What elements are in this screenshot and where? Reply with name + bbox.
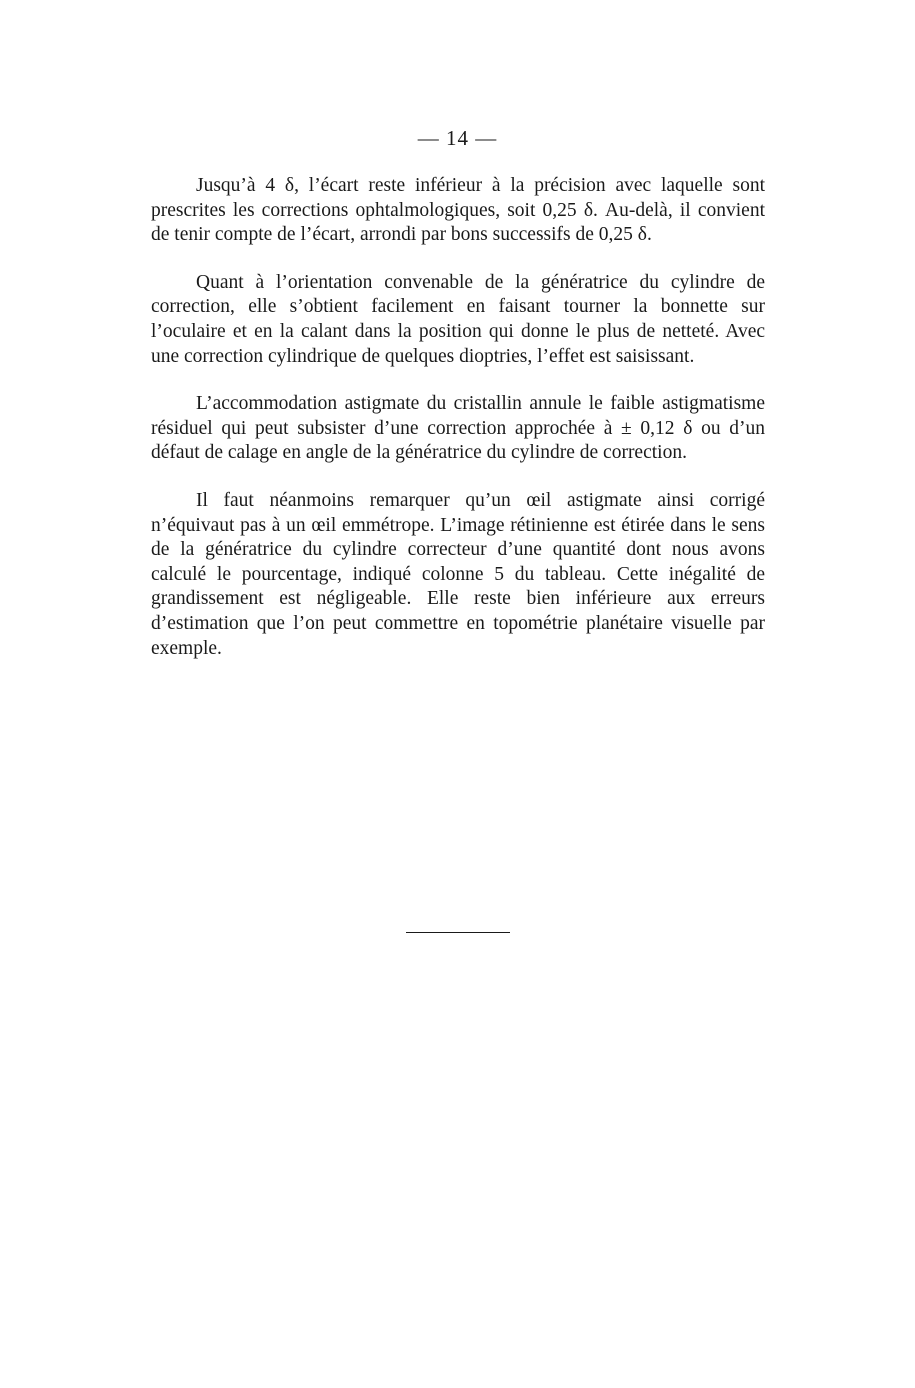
paragraph-4: Il faut néanmoins remarquer qu’un œil astigmate ainsi corrigé n’équivaut pas à un œil emmétrope. L’image rétinienne est étirée dans le sens de la génératrice du cylindre correcteur d’une quantité dont nous avons calculé le pourcentage, indiqué colonne 5 du tableau. Cette inégalité de grandissement est négligeable. Elle reste bien inférieure aux erreurs d’estimation que l’on peut commettre en topométrie planétaire visuelle par exemple. (151, 489, 765, 659)
paragraph-3: L’accommodation astigmate du cristallin annule le faible astigmatisme résiduel qui peut subsister d’une correction approchée à ± 0,12 δ ou d’un défaut de calage en angle de la génératrice du cylindre de correction. (151, 393, 765, 464)
section-end-rule (406, 932, 510, 933)
page-number: — 14 — (417, 126, 498, 150)
paragraph-2: Quant à l’orientation convenable de la génératrice du cylindre de correction, elle s’obtient facilement en faisant tourner la bonnette sur l’oculaire et en la calant dans la position qui donne le plus de netteté. Avec une correction cylindrique de quelques dioptries, l’effet est saisissant. (151, 271, 765, 367)
paragraph-1: Jusqu’à 4 δ, l’écart reste inférieur à la précision avec laquelle sont prescrites les corrections ophtalmologiques, soit 0,25 δ. Au-delà, il convient de tenir compte de l’écart, arrondi par bons successifs de 0,25 δ. (151, 175, 765, 246)
body-text (151, 174, 765, 684)
